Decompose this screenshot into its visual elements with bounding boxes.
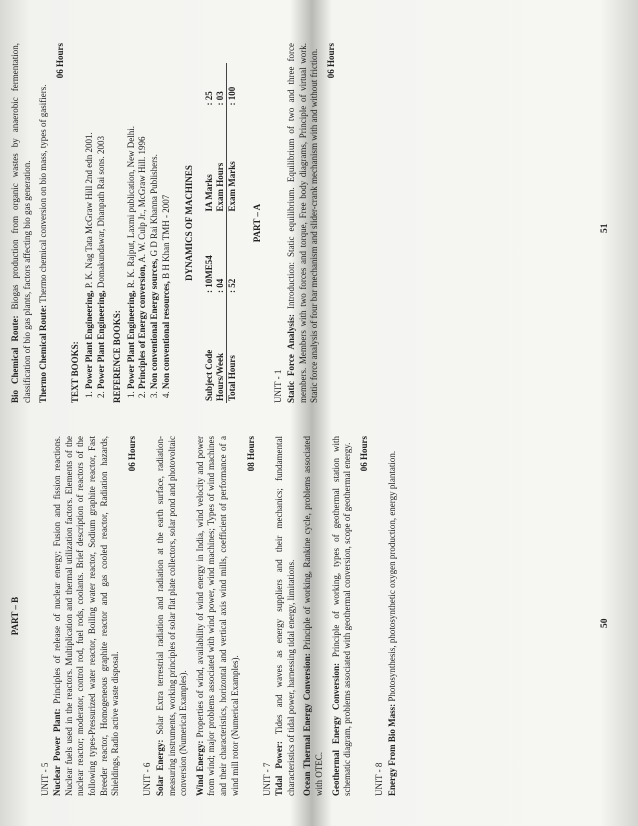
thermo-chemical-title: Thermo Chemical Route: bbox=[38, 305, 49, 403]
bio-chemical-paragraph bbox=[10, 43, 33, 403]
text-book-item bbox=[96, 43, 108, 389]
reference-book-details: A. W. Culp Jr., McGraw Hill. 1996 bbox=[137, 136, 148, 265]
text-book-details: Domakundawar, Dhanpath Rai sons. 2003 bbox=[95, 136, 106, 291]
bio-chemical-title: Bio Chemical Route: bbox=[10, 315, 20, 403]
geothermal-body: Principle of working, types of geothermal station with schematic diagram, problems associated with geothermal conversion, scope of geothermal energy. bbox=[330, 435, 353, 796]
unit6-hours: 08 Hours bbox=[246, 436, 257, 472]
unit1-label: UNIT - 1 bbox=[273, 369, 284, 403]
part-a-heading: PART – A bbox=[251, 203, 262, 243]
reference-book-details: B H Khan TMH - 2007 bbox=[160, 194, 171, 282]
otec-paragraph bbox=[302, 436, 325, 796]
bio-chemical-body: Biogas production from organic wastes by anaerobic fermentation, classification of bio gas plants, factors affecting bio gas generation. bbox=[10, 43, 32, 403]
reference-book-details: G D Rai Khanna Publishers. bbox=[148, 154, 159, 259]
ia-marks-value: : 25 bbox=[203, 91, 214, 106]
subject-code-label: Subject Code bbox=[203, 349, 214, 401]
reference-book-item bbox=[149, 43, 161, 389]
meta-row bbox=[204, 63, 215, 403]
page-50 bbox=[0, 413, 638, 826]
unit1-hours: 06 Hours bbox=[325, 43, 336, 79]
part-b-heading: PART – B bbox=[10, 596, 20, 636]
right-page-content bbox=[10, 43, 341, 403]
reference-book-title: Principles of Energy conversion, bbox=[137, 264, 148, 389]
unit1-title: Static Force Analysis: bbox=[285, 314, 296, 403]
unit5-label: UNIT - 5 bbox=[39, 762, 50, 796]
reference-book-item bbox=[161, 43, 173, 389]
otec-body: Principle of working, Rankine cycle, problems associated with OTEC. bbox=[302, 436, 325, 796]
tidal-paragraph bbox=[274, 436, 297, 796]
unit8-title: Energy From Bio Mass: bbox=[387, 703, 398, 796]
reference-book-title: Power Plant Engineering, bbox=[125, 290, 136, 389]
reference-book-item bbox=[126, 43, 138, 389]
unit5-hours: 06 Hours bbox=[126, 436, 137, 472]
thermo-chemical-paragraph bbox=[38, 43, 50, 403]
unit6-title: Solar Energy: bbox=[154, 739, 165, 796]
tidal-body: Tides and waves as energy suppliers and their mechanics; fundamental characteristics of tidal power, harnessing tidal energy, limitations. bbox=[274, 436, 296, 796]
unit5-body: Principles of release of nuclear energy; Fusion and fission reactions. Nuclear fuels used in the reactors. Multiplication and thermal utilization factors. Elements of the nuclear reactor; moderator, control rod, fuel rods, coolants. Brief description of reactors of the following types-Pressurized water reactor, Boiling water reactor, Sodium graphite reactor, Fast Breeder reactor, Homogeneous graphite reactor and gas cooled reactor, Radiation hazards, Shieldings, Radio active waste disposal. bbox=[52, 435, 121, 796]
page-number-50: 50 bbox=[600, 618, 610, 628]
exam-hours-label: Exam Hours bbox=[214, 162, 225, 212]
meta-row bbox=[226, 63, 238, 403]
exam-marks-label: Exam Marks bbox=[226, 161, 237, 212]
tidal-title: Tidal Power: bbox=[274, 741, 285, 796]
wind-title: Wind Energy: bbox=[194, 740, 205, 796]
total-hours-label: Total Hours bbox=[226, 355, 237, 401]
unit8-paragraph bbox=[387, 436, 399, 796]
text-book-details: P. K. Nag Tata McGraw Hill 2nd edn 2001. bbox=[83, 132, 94, 291]
hours-week-label: Hours/Week bbox=[214, 352, 225, 401]
text-books-heading: TEXT BOOKS: bbox=[70, 341, 81, 403]
course-meta-table bbox=[204, 63, 238, 403]
unit8-hours: 06 Hours bbox=[54, 43, 65, 79]
hours-week-value: : 04 bbox=[214, 278, 225, 294]
page-number-51: 51 bbox=[600, 223, 610, 233]
reference-books-list bbox=[126, 43, 172, 403]
text-book-title: Power Plant Engineering, bbox=[95, 290, 106, 389]
unit7-label: UNIT - 7 bbox=[261, 762, 272, 796]
wind-paragraph bbox=[195, 436, 241, 796]
otec-title: Ocean Thermal Energy Conversion: bbox=[302, 653, 313, 796]
geothermal-title: Geothermal Energy Conversion: bbox=[330, 663, 341, 796]
unit6-body: Solar Extra terrestrial radiation and radiation at the earth surface, radiation-measuring instruments, working principles of solar flat plate collectors, solar pond and photovoltaic conversion (Numerical Examples). bbox=[154, 436, 189, 796]
wind-body: Properties of wind, availability of wind energy in India, wind velocity and power from wind; major problems associated with wind power, wind machines; Types of wind machines and their characteristics, horizontal and vertical axis wind mills, coefficient of performance of a wind mill rotor (Numerical Examples). bbox=[194, 436, 240, 796]
unit5-paragraph bbox=[52, 436, 122, 796]
unit1-body: Introduction: Static equilibrium. Equilibrium of two and three force members. Members with two forces and torque, Free body diagrams, Principle of virtual work. Static force analysis of four bar mechanism and slider-crank mechanism with and without friction. bbox=[285, 43, 320, 403]
exam-hours-value: : 03 bbox=[214, 91, 225, 106]
ia-marks-label: IA Marks bbox=[203, 174, 214, 212]
meta-row bbox=[215, 63, 227, 403]
unit7-hours: 06 Hours bbox=[358, 436, 369, 472]
left-page-content bbox=[10, 436, 404, 796]
course-title: DYNAMICS OF MACHINES bbox=[184, 165, 195, 281]
text-books-list bbox=[84, 43, 107, 403]
text-book-title: Power Plant Engineering, bbox=[83, 290, 94, 389]
unit6-label: UNIT - 6 bbox=[142, 762, 153, 796]
unit8-body: Photosynthesis, photosynthetic oxygen production, energy plantation. bbox=[387, 450, 398, 704]
reference-book-title: Non conventional resources, bbox=[160, 281, 171, 389]
geothermal-paragraph bbox=[331, 436, 354, 796]
unit8-label: UNIT - 8 bbox=[374, 762, 385, 796]
reference-book-title: Non conventional Energy sources, bbox=[148, 258, 159, 389]
reference-books-heading: REFERENCE BOOKS: bbox=[112, 310, 123, 403]
total-hours-value: : 52 bbox=[226, 278, 237, 294]
reference-book-item bbox=[137, 43, 149, 389]
unit1-paragraph bbox=[286, 43, 321, 403]
text-book-item bbox=[84, 43, 96, 389]
subject-code-value: : 10ME54 bbox=[203, 255, 214, 294]
unit6-paragraph bbox=[155, 436, 190, 796]
exam-marks-value: : 100 bbox=[226, 86, 237, 106]
reference-book-details: R. K. Rajput, Laxmi publication, New Delhi. bbox=[125, 125, 136, 291]
thermo-chemical-body: Thermo chemical conversion on bio mass, types of gasifiers. bbox=[38, 84, 49, 306]
unit5-title: Nuclear Power Plant: bbox=[52, 708, 63, 796]
